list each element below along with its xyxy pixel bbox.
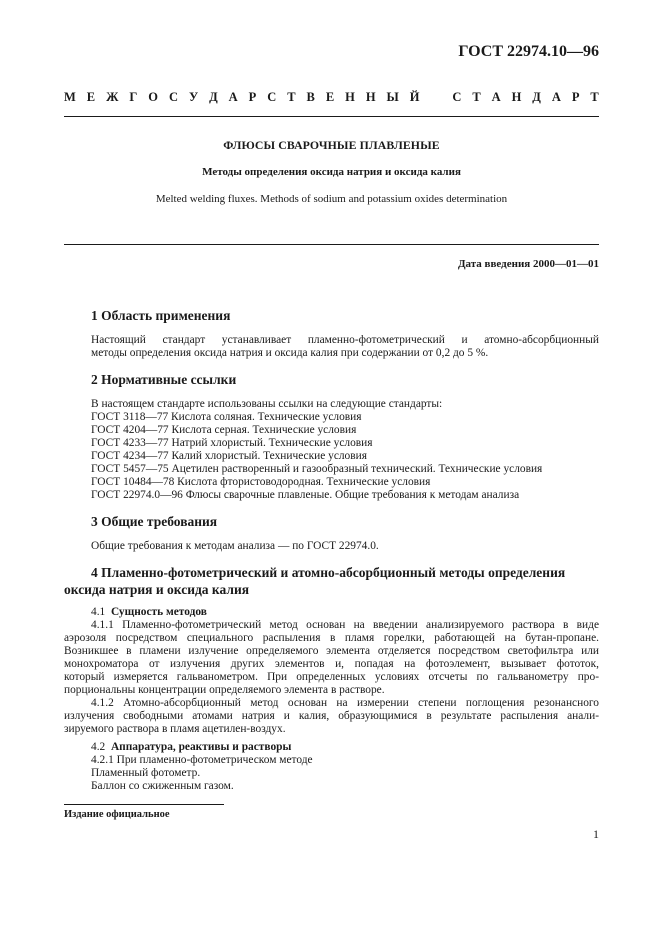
footer-rule xyxy=(64,804,224,805)
para-4-1-1-line-1: 4.1.1 Пламенно-фотометрический метод основан на введении анализируемого раствора в виде xyxy=(91,619,599,631)
section-1-heading: 1 Область применения xyxy=(91,308,231,323)
section-4-heading-line-2: оксида натрия и оксида калия xyxy=(64,582,250,597)
para-4-1-1-line-5: который измеряется гальванометром. При определенных условиях отсчеты по гальванометру про- xyxy=(64,671,599,683)
interstate-letter: Д xyxy=(532,90,541,104)
interstate-standard-banner xyxy=(64,89,599,105)
reference-item: ГОСТ 5457—75 Ацетилен растворенный и газообразный технический. Технические условия xyxy=(91,463,543,475)
interstate-letter: Р xyxy=(571,90,580,104)
header-rule xyxy=(64,116,599,117)
para-4-1-2-line-3: зируемого раствора в пламя ацетилен-воздух. xyxy=(64,723,286,735)
interstate-letter: Н xyxy=(365,90,376,104)
para-4-1-1-line-6: порциональны концентрации определяемого элемента в растворе. xyxy=(64,684,385,696)
interstate-letter: Е xyxy=(86,90,96,104)
reference-item: ГОСТ 22974.0—96 Флюсы сварочные плавленые. Общие требования к методам анализа xyxy=(91,489,520,501)
standard-subtitle: Методы определения оксида натрия и оксида калия xyxy=(202,166,461,178)
section-4-body xyxy=(64,606,599,793)
title-rule xyxy=(64,244,599,245)
para-4-1-1-line-2: аэрозоля посредством специального распыления в пламя горелки, работающей на бутан-пропане. xyxy=(64,632,599,644)
interstate-letter: А xyxy=(491,90,501,104)
para-4-1-2-line-2: излучения свободными атомами натрия и калия, образующимися в результате распыления анали- xyxy=(64,710,599,722)
interstate-letter: Е xyxy=(325,90,335,104)
section-4-heading-line-1: 4 Пламенно-фотометрический и атомно-абсорбционный методы определения xyxy=(91,565,566,580)
interstate-letter: У xyxy=(188,90,199,104)
subsection-4-2-heading xyxy=(64,741,599,754)
interstate-letter: Ы xyxy=(386,90,399,104)
equipment-item: Баллон со сжиженным газом. xyxy=(91,780,234,792)
reference-item: ГОСТ 4204—77 Кислота серная. Технические условия xyxy=(91,424,357,436)
interstate-letter: О xyxy=(148,90,159,104)
interstate-letter: Н xyxy=(345,90,355,104)
subsection-4-1-title: Сущность методов xyxy=(110,606,207,618)
subsection-4-2-number: 4.2 xyxy=(91,741,106,753)
interstate-letter: Й xyxy=(409,90,420,104)
interstate-letter: Ж xyxy=(106,90,119,104)
standard-title: ФЛЮСЫ СВАРОЧНЫЕ ПЛАВЛЕНЫЕ xyxy=(223,138,440,152)
interstate-letter: А xyxy=(228,90,238,104)
subsection-4-2-title: Аппаратура, реактивы и растворы xyxy=(110,741,292,753)
subsection-4-1-heading xyxy=(64,606,599,619)
para-4-2-1: 4.2.1 При пламенно-фотометрическом методе xyxy=(91,754,313,766)
section-1-line-1: Настоящий стандарт устанавливает пламенно-фотометрический и атомно-абсорбционный xyxy=(91,334,599,346)
interstate-letter: Т xyxy=(590,90,599,104)
interstate-letter: А xyxy=(551,90,561,104)
interstate-letter: М xyxy=(64,90,76,104)
interstate-letter: Г xyxy=(129,90,138,104)
official-edition-label: Издание официальное xyxy=(64,809,170,820)
section-3-text: Общие требования к методам анализа — по ГОСТ 22974.0. xyxy=(91,540,379,552)
interstate-letter: Т xyxy=(472,90,481,104)
page-number: 1 xyxy=(593,827,599,841)
section-2-intro: В настоящем стандарте использованы ссылки на следующие стандарты: xyxy=(91,398,443,410)
interstate-letter: Т xyxy=(287,90,296,104)
section-2-heading: 2 Нормативные ссылки xyxy=(91,372,237,387)
section-2-body xyxy=(91,398,599,502)
section-3-heading: 3 Общие требования xyxy=(91,514,218,529)
reference-item: ГОСТ 10484—78 Кислота фтористоводородная. Технические условия xyxy=(91,476,431,488)
interstate-letter: В xyxy=(306,90,315,104)
reference-item: ГОСТ 3118—77 Кислота соляная. Технические условия xyxy=(91,411,362,423)
section-3-body xyxy=(91,540,599,553)
reference-item: ГОСТ 4234—77 Калий хлористый. Технические условия xyxy=(91,450,367,462)
equipment-item: Пламенный фотометр. xyxy=(91,767,201,779)
interstate-letter: С xyxy=(267,90,277,104)
reference-item: ГОСТ 4233—77 Натрий хлористый. Технические условия xyxy=(91,437,373,449)
section-4-heading xyxy=(64,564,599,598)
section-1-body xyxy=(64,334,599,360)
introduction-date: Дата введения 2000—01—01 xyxy=(457,258,599,270)
document-code: ГОСТ 22974.10—96 xyxy=(458,43,599,60)
standard-title-english: Melted welding fluxes. Methods of sodium and potassium oxides determination xyxy=(155,193,508,205)
interstate-letter: Н xyxy=(511,90,522,104)
para-4-1-1-line-4: монохроматора от излучения других элементов и, попадая на фотоэлемент, вызывает фототок, xyxy=(64,658,599,670)
interstate-letter: Д xyxy=(209,90,218,104)
interstate-letter: С xyxy=(452,90,462,104)
interstate-letter: С xyxy=(168,90,179,104)
subsection-4-1-number: 4.1 xyxy=(91,606,106,618)
para-4-1-1-line-3: Возникшее в пламени излучение определяемого элемента отделяется посредством светофильтра или xyxy=(64,645,599,657)
section-1-line-2: методы определения оксида натрия и оксида калия при содержании от 0,2 до 5 %. xyxy=(91,347,489,359)
interstate-letter: Р xyxy=(248,90,257,104)
para-4-1-2-line-1: 4.1.2 Атомно-абсорбционный метод основан на измерении степени поглощения резонансного xyxy=(91,697,599,709)
